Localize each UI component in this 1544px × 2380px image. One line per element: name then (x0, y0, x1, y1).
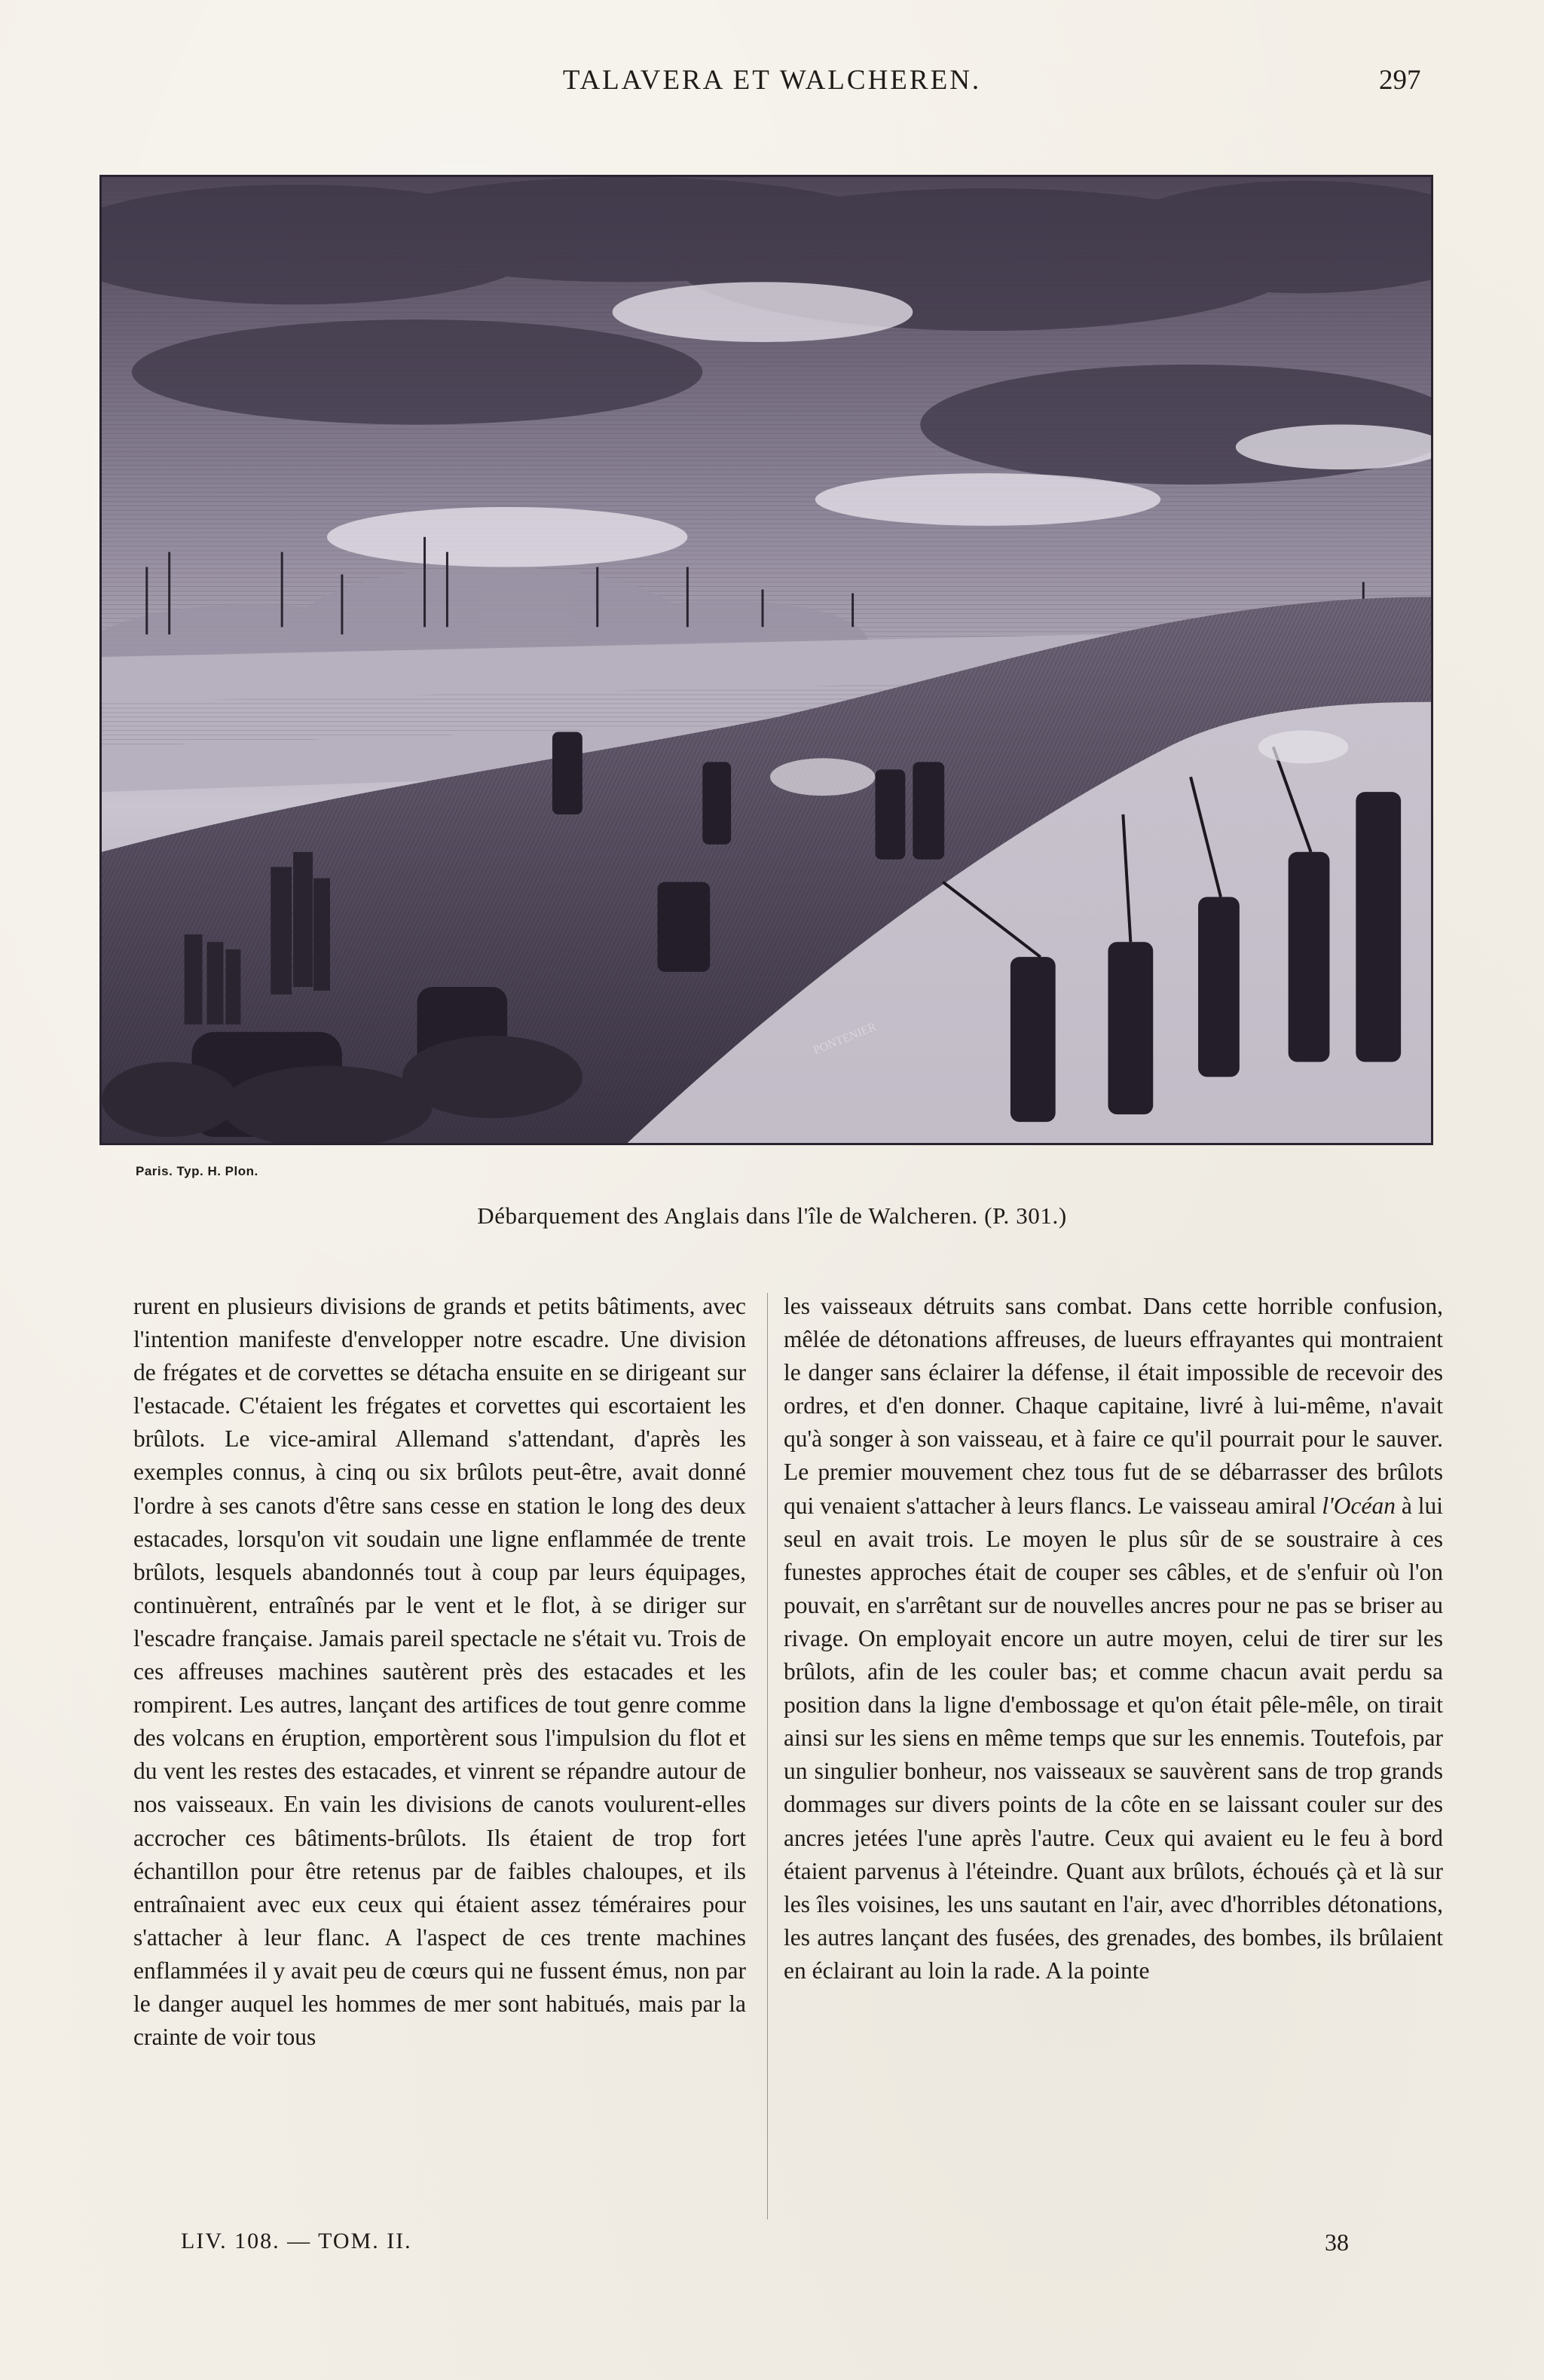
page-header (0, 64, 1544, 109)
footer-signature-mark: 38 (1325, 2229, 1349, 2256)
footer-signature: LIV. 108. — TOM. II. (181, 2229, 412, 2253)
engraving-illustration (99, 175, 1433, 1145)
engraver-signature: PONTENIER (811, 1020, 879, 1058)
right-column-text-end: à lui seul en avait trois. Le moyen le plus sûr de se soustraire à ces funestes approches était de couper ses câbles, et de s'enfuir où l'on pouvait, en s'arrêtant sur de nouvelles ancres pour ne pas se briser au rivage. On employait encore un autre moyen, celui de tirer sur les brûlots, afin de les couler bas; et comme chacun avait perdu sa position dans la ligne d'embossage et qu'on était pêle-mêle, on tirait ainsi sur les siens en même temps que sur les ennemis. Toutefois, par un singulier bonheur, nos vaisseaux se sauvèrent sans de trop grands dommages sur divers points de la côte en se laissant couler sur des ancres jetées l'une après l'autre. Ceux qui avaient eu le feu à bord étaient parvenus à l'éteindre. Quant aux brûlots, échoués çà et là sur les îles voisines, les uns sautant en l'air, avec d'horribles détonations, les autres lançant des fusées, des grenades, des bombes, ils brûlaient en éclairant au loin la rade. A la pointe (784, 1492, 1443, 1984)
illustration-caption: Débarquement des Anglais dans l'île de Walcheren. (P. 301.) (477, 1202, 1067, 1229)
ship-name: l'Océan (1322, 1492, 1396, 1519)
printer-credit: Paris. Typ. H. Plon. (136, 1164, 258, 1178)
page-footer (0, 2229, 1544, 2262)
right-column-paragraph (784, 1290, 1443, 1987)
page-number: 297 (1379, 65, 1421, 96)
text-column-left (133, 1290, 746, 2224)
right-column-text-start: les vaisseaux détruits sans combat. Dans cette horrible confusion, mêlée de détonations affreuses, de lueurs effrayantes qui montraient le danger sans éclairer la défense, il était impossible de recevoir des ordres, et d'en donner. Chaque capitaine, livré à lui-même, n'avait qu'à songer à son vaisseau, et à faire ce qu'il pourrait pour le sauver. Le premier mouvement chez tous fut de se débarrasser des brûlots qui venaient s'attacher à leurs flancs. Le vaisseau amiral (784, 1293, 1443, 1519)
engraving-picture (102, 177, 1431, 1143)
left-column-paragraph: rurent en plusieurs divisions de grands et petits bâtiments, avec l'intention manifeste d'envelopper notre escadre. Une division de frégates et de corvettes se détacha ensuite en se dirigeant sur l'estacade. C'étaient les frégates et corvettes qui escortaient les brûlots. Le vice-amiral Allemand s'attendant, d'après les exemples connus, à cinq ou six brûlots peut-être, avait donné l'ordre à ses canots d'être sans cesse en station le long des deux estacades, lorsqu'on vit soudain une ligne enflammée de trente brûlots, lesquels abandonnés tout à coup par leurs équipages, continuèrent, entraînés par le vent et le flot, à se diriger sur l'escadre française. Jamais pareil spectacle ne s'était vu. Trois de ces affreuses machines sautèrent près des estacades et les rompirent. Les autres, lançant des artifices de tout genre comme des volcans en éruption, emportèrent sous l'impulsion du flot et du vent les restes des estacades, et vinrent se répandre autour de nos vaisseaux. En vain les divisions de canots voulurent-elles accrocher ces bâtiments-brûlots. Ils étaient de trop fort échantillon pour être retenus par de faibles chaloupes, et ils entraînaient avec eux ceux qui étaient assez téméraires pour s'attacher à leur flanc. A l'aspect de ces trente machines enflammées il y avait peu de cœurs qui ne fussent émus, non par le danger auquel les hommes de mer sont habitués, mais par la crainte de voir tous (133, 1293, 746, 2051)
text-column-right (784, 1290, 1443, 2224)
running-title: TALAVERA ET WALCHEREN. (562, 65, 982, 96)
column-divider (767, 1293, 768, 2220)
